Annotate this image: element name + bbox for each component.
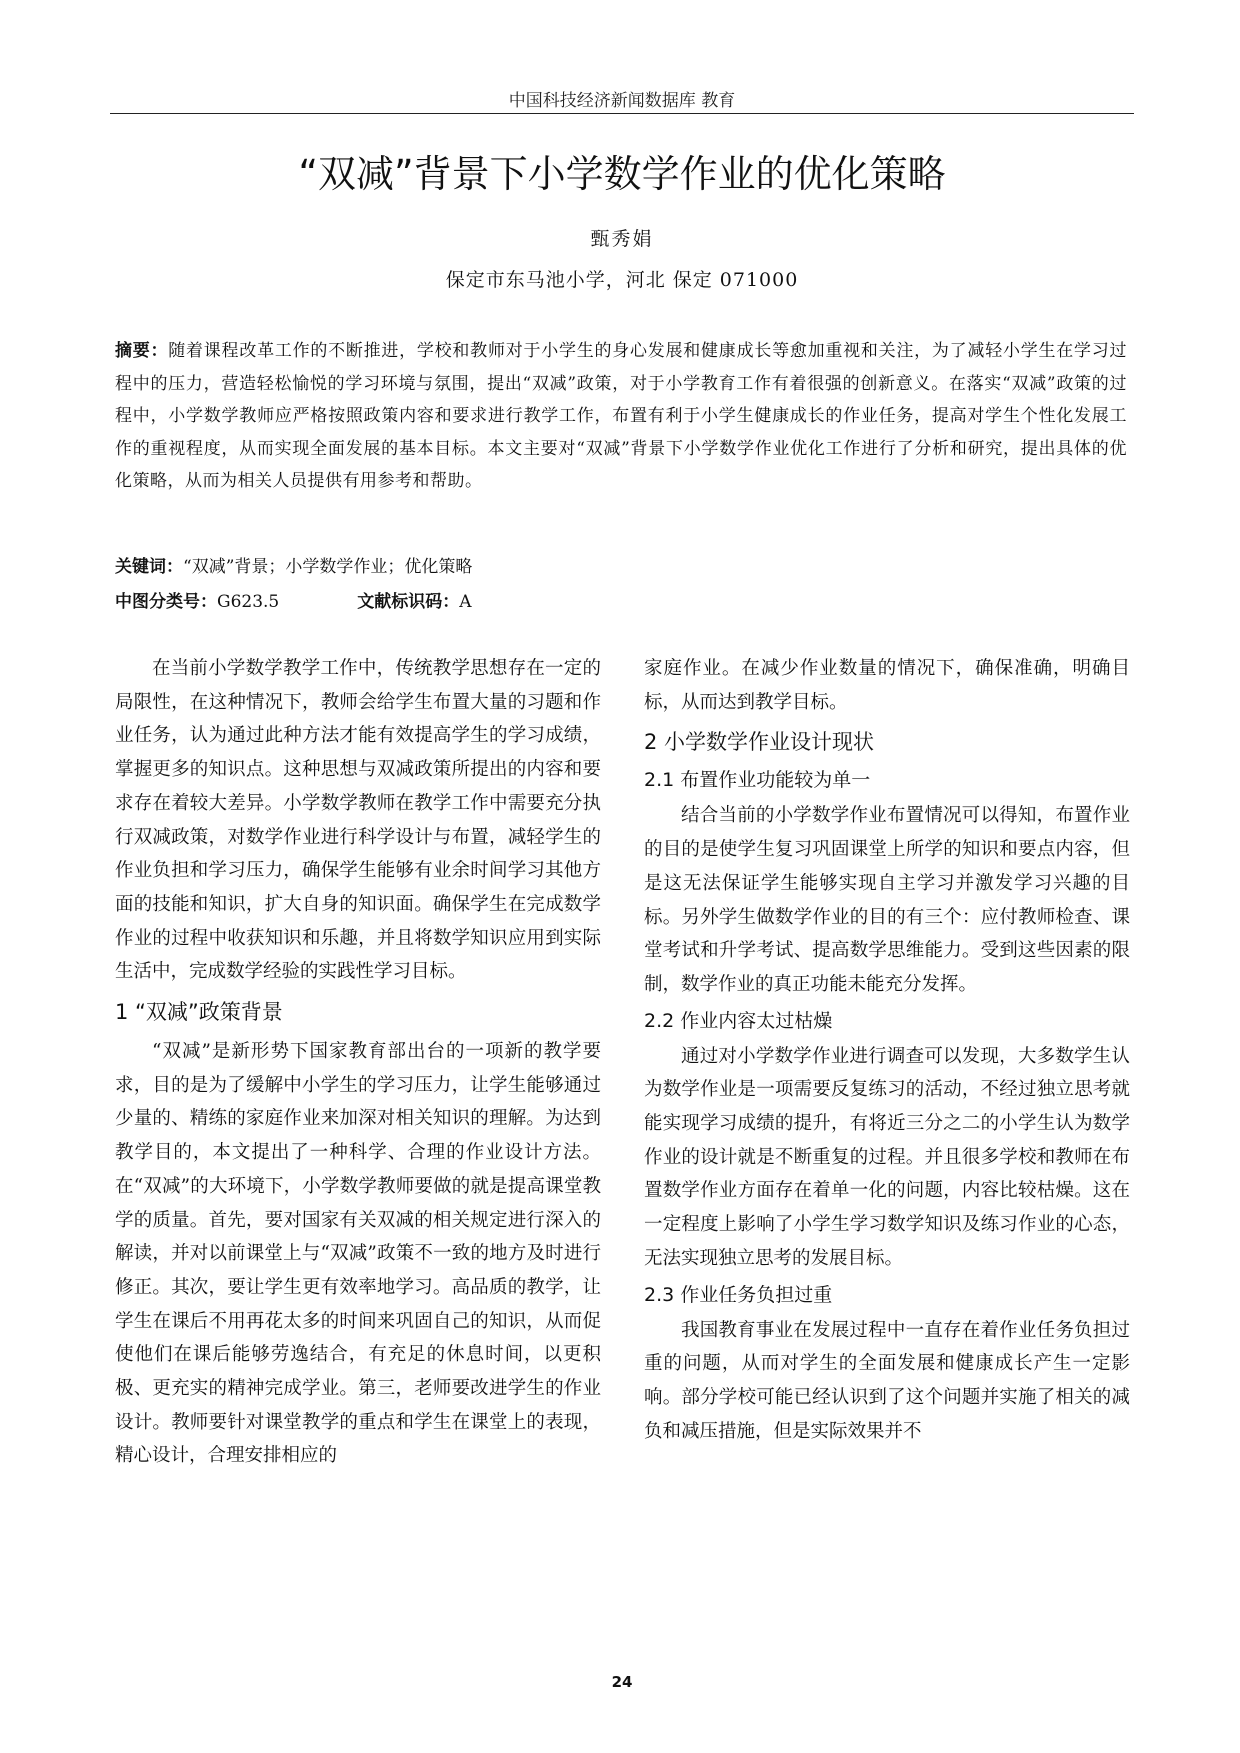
section-2-2-paragraph: 通过对小学数学作业进行调查可以发现，大多数学生认为数学作业是一项需要反复练习的活动，不经过独立思考就能实现学习成绩的提升，有将近三分之二的小学生认为数学作业的设计就是不断重复的过程。并且很多学校和教师在布置数学作业方面存在着单一化的问题，内容比较枯燥。这在一定程度上影响了小学生学习数学知识及练习作业的心态，无法实现独立思考的发展目标。	[644, 1045, 1130, 1269]
section-2-3-paragraph: 我国教育事业在发展过程中一直存在着作业任务负担过重的问题，从而对学生的全面发展和健康成长产生一定影响。部分学校可能已经认识到了这个问题并实施了相关的减负和减压措施，但是实际效果并不	[644, 1319, 1130, 1442]
abstract-label: 摘要：	[115, 341, 169, 361]
abstract-text: 随着课程改革工作的不断推进，学校和教师对于小学生的身心发展和健康成长等愈加重视和关注，为了减轻小学生在学习过程中的压力，营造轻松愉悦的学习环境与氛围，提出“双减”政策，对于小学教育工作有着很强的创新意义。在落实“双减”政策的过程中，小学数学教师应严格按照政策内容和要求进行教学工作，布置有利于小学生健康成长的作业任务，提高对学生个性化发展工作的重视程度，从而实现全面发展的基本目标。本文主要对“双减”背景下小学数学作业优化工作进行了分析和研究，提出具体的优化策略，从而为相关人员提供有用参考和帮助。	[115, 341, 1128, 491]
intro-paragraph: 在当前小学数学教学工作中，传统教学思想存在一定的局限性，在这种情况下，教师会给学生布置大量的习题和作业任务，认为通过此种方法才能有效提高学生的学习成绩，掌握更多的知识点。这种思想与双减政策所提出的内容和要求存在着较大差异。小学数学教师在教学工作中需要充分执行双减政策，对数学作业进行科学设计与布置，减轻学生的作业负担和学习压力，确保学生能够有业余时间学习其他方面的技能和知识，扩大自身的知识面。确保学生在完成数学作业的过程中收获知识和乐趣，并且将数学知识应用到实际生活中，完成数学经验的实践性学习目标。	[115, 658, 601, 983]
keywords-label: 关键词：	[115, 557, 183, 577]
left-column	[115, 652, 601, 1473]
clc-label: 中图分类号：	[115, 592, 217, 612]
section-2-heading: 2 小学数学作业设计现状	[644, 730, 875, 755]
continued-paragraph: 家庭作业。在减少作业数量的情况下，确保准确，明确目标，从而达到教学目标。	[644, 658, 1130, 713]
section-2-2-heading: 2.2 作业内容太过枯燥	[644, 1009, 833, 1032]
section-2-3-heading: 2.3 作业任务负担过重	[644, 1283, 833, 1306]
paper-title: “双减”背景下小学数学作业的优化策略	[298, 152, 946, 196]
abstract	[115, 335, 1127, 498]
author-affiliation: 保定市东马池小学，河北 保定 071000	[445, 269, 799, 291]
classification-line	[115, 587, 1127, 617]
keywords-text: “双减”背景；小学数学作业；优化策略	[183, 557, 473, 577]
right-column	[644, 652, 1130, 1448]
page-number: 24	[611, 1673, 633, 1691]
section-2-1-paragraph: 结合当前的小学数学作业布置情况可以得知，布置作业的目的是使学生复习巩固课堂上所学的知识和要点内容，但是这无法保证学生能够实现自主学习并激发学习兴趣的目标。另外学生做数学作业的目的有三个：应付教师检查、课堂考试和升学考试、提高数学思维能力。受到这些因素的限制，数学作业的真正功能未能充分发挥。	[644, 805, 1130, 995]
doc-code-value: A	[459, 592, 472, 612]
doc-code-label: 文献标识码：	[357, 592, 460, 612]
section-2-1-heading: 2.1 布置作业功能较为单一	[644, 769, 871, 792]
running-header: 中国科技经济新闻数据库 教育	[508, 91, 736, 111]
clc-value: G623.5	[217, 592, 280, 612]
keywords	[115, 552, 1127, 582]
author-name: 甄秀娟	[590, 228, 654, 250]
section-1-heading: 1 “双减”政策背景	[115, 1000, 283, 1025]
header-rule	[110, 113, 1134, 114]
section-1-paragraph: “双减”是新形势下国家教育部出台的一项新的教学要求，目的是为了缓解中小学生的学习压力，让学生能够通过少量的、精练的家庭作业来加深对相关知识的理解。为达到教学目的，本文提出了一种科学、合理的作业设计方法。在“双减”的大环境下，小学数学教师要做的就是提高课堂教学的质量。首先，要对国家有关双减的相关规定进行深入的解读，并对以前课堂上与“双减”政策不一致的地方及时进行修正。其次，要让学生更有效率地学习。高品质的教学，让学生在课后不用再花太多的时间来巩固自己的知识，从而促使他们在课后能够劳逸结合，有充足的休息时间，以更积极、更充实的精神完成学业。第三，老师要改进学生的作业设计。教师要针对课堂教学的重点和学生在课堂上的表现，精心设计，合理安排相应的	[115, 1041, 601, 1467]
